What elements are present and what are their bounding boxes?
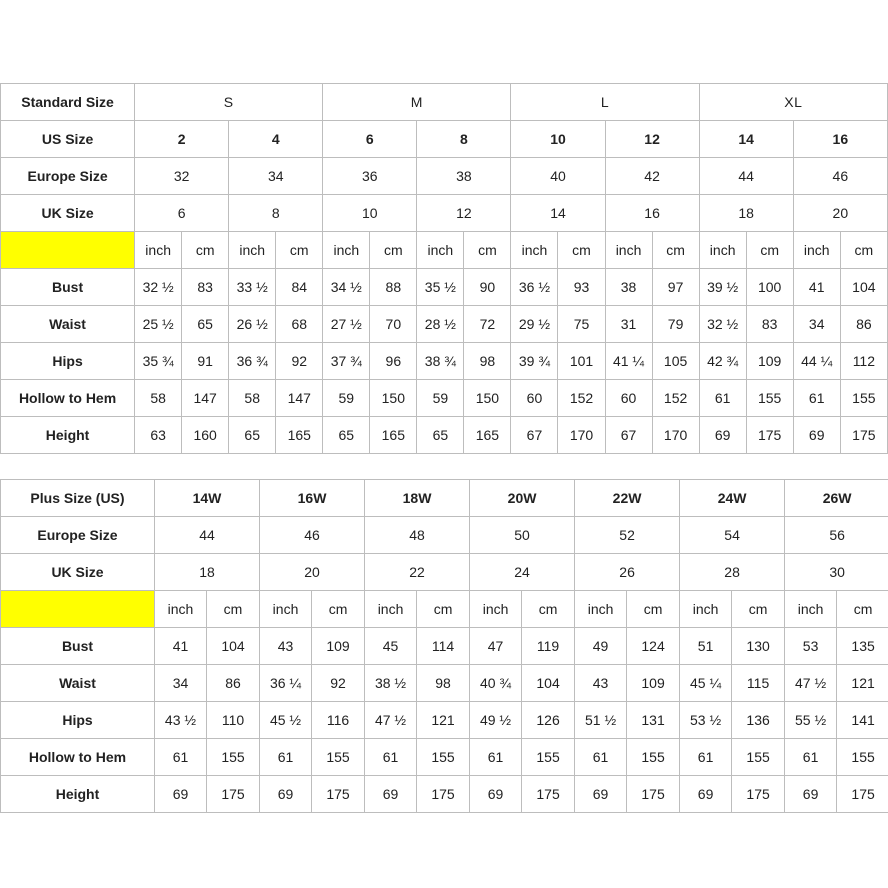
plus-size-table-container [0,479,888,813]
plus-row-label-hips: Hips [1,702,155,739]
row-label-hollow-to-hem: Hollow to Hem [1,380,135,417]
cell-plus-hips-12: 55 ½ [785,702,837,739]
cell-uk-size-7: 20 [793,195,887,232]
table-row-units [1,591,888,628]
plus-size-table [0,479,888,813]
cell-waist-15: 86 [840,306,887,343]
cell-us-size-3: 8 [417,121,511,158]
cell-us-size-5: 12 [605,121,699,158]
cell-plus-size-3: 20W [470,480,575,517]
cell-plus-waist-4: 38 ½ [365,665,417,702]
table-row [1,480,888,517]
plus-size-corner-label: Plus Size (US) [1,480,155,517]
row-label-height: Height [1,417,135,454]
table-row [1,776,888,813]
cell-waist-6: 28 ½ [417,306,464,343]
plus-unit-cell-12: inch [785,591,837,628]
cell-plus-bust-6: 47 [470,628,522,665]
cell-height-8: 67 [511,417,558,454]
cell-us-size-6: 14 [699,121,793,158]
row-label-uk-size: UK Size [1,195,135,232]
cell-plus-bust-4: 45 [365,628,417,665]
cell-plus-hollow-6: 61 [470,739,522,776]
cell-plus-hollow-11: 155 [732,739,785,776]
cell-europe-size-0: 32 [135,158,229,195]
plus-row-label-europe-size: Europe Size [1,517,155,554]
cell-hips-3: 92 [276,343,323,380]
plus-row-label-height: Height [1,776,155,813]
cell-hollow-13: 155 [746,380,793,417]
cell-us-size-2: 6 [323,121,417,158]
cell-plus-height-2: 69 [260,776,312,813]
cell-hips-13: 109 [746,343,793,380]
cell-plus-hollow-7: 155 [522,739,575,776]
cell-hips-15: 112 [840,343,887,380]
cell-plus-bust-8: 49 [575,628,627,665]
cell-hips-9: 101 [558,343,605,380]
plus-unit-cell-6: inch [470,591,522,628]
cell-height-2: 65 [229,417,276,454]
row-label-bust: Bust [1,269,135,306]
cell-plus-waist-7: 104 [522,665,575,702]
cell-plus-hollow-1: 155 [207,739,260,776]
cell-plus-height-1: 175 [207,776,260,813]
cell-uk-size-5: 16 [605,195,699,232]
table-row-units [1,232,888,269]
unit-cell-2: inch [229,232,276,269]
group-header-l: L [511,84,699,121]
cell-europe-size-5: 42 [605,158,699,195]
cell-plus-size-6: 26W [785,480,888,517]
cell-plus-height-12: 69 [785,776,837,813]
cell-plus-europe-2: 48 [365,517,470,554]
cell-height-14: 69 [793,417,840,454]
cell-hollow-7: 150 [464,380,511,417]
cell-hollow-10: 60 [605,380,652,417]
cell-plus-bust-7: 119 [522,628,575,665]
cell-europe-size-3: 38 [417,158,511,195]
cell-plus-bust-5: 114 [417,628,470,665]
row-label-us-size: US Size [1,121,135,158]
cell-plus-waist-13: 121 [837,665,888,702]
cell-plus-height-5: 175 [417,776,470,813]
plus-unit-cell-13: cm [837,591,888,628]
cell-hips-7: 98 [464,343,511,380]
cell-hollow-15: 155 [840,380,887,417]
cell-plus-height-3: 175 [312,776,365,813]
cell-plus-hips-1: 110 [207,702,260,739]
cell-us-size-7: 16 [793,121,887,158]
cell-plus-bust-1: 104 [207,628,260,665]
plus-unit-cell-0: inch [155,591,207,628]
cell-plus-uk-0: 18 [155,554,260,591]
cell-waist-10: 31 [605,306,652,343]
plus-unit-cell-1: cm [207,591,260,628]
cell-hips-2: 36 ¾ [229,343,276,380]
cell-uk-size-0: 6 [135,195,229,232]
cell-plus-hips-13: 141 [837,702,888,739]
cell-bust-10: 38 [605,269,652,306]
cell-plus-hips-8: 51 ½ [575,702,627,739]
cell-plus-bust-13: 135 [837,628,888,665]
cell-us-size-4: 10 [511,121,605,158]
cell-height-10: 67 [605,417,652,454]
cell-bust-7: 90 [464,269,511,306]
cell-plus-height-8: 69 [575,776,627,813]
cell-hollow-11: 152 [652,380,699,417]
cell-height-11: 170 [652,417,699,454]
cell-height-3: 165 [276,417,323,454]
standard-size-corner-label: Standard Size [1,84,135,121]
cell-waist-0: 25 ½ [135,306,182,343]
table-row [1,702,888,739]
cell-plus-hips-10: 53 ½ [680,702,732,739]
cell-plus-bust-0: 41 [155,628,207,665]
cell-plus-waist-3: 92 [312,665,365,702]
cell-waist-7: 72 [464,306,511,343]
cell-plus-hollow-3: 155 [312,739,365,776]
unit-cell-8: inch [511,232,558,269]
plus-row-label-hollow-to-hem: Hollow to Hem [1,739,155,776]
cell-europe-size-6: 44 [699,158,793,195]
cell-europe-size-7: 46 [793,158,887,195]
table-row [1,380,888,417]
cell-plus-height-4: 69 [365,776,417,813]
group-header-m: M [323,84,511,121]
cell-plus-europe-3: 50 [470,517,575,554]
cell-bust-5: 88 [370,269,417,306]
cell-height-15: 175 [840,417,887,454]
cell-plus-hips-7: 126 [522,702,575,739]
plus-unit-cell-8: inch [575,591,627,628]
row-label-hips: Hips [1,343,135,380]
plus-row-label-waist: Waist [1,665,155,702]
cell-us-size-1: 4 [229,121,323,158]
cell-plus-waist-10: 45 ¼ [680,665,732,702]
unit-cell-12: inch [699,232,746,269]
cell-plus-hollow-0: 61 [155,739,207,776]
cell-plus-bust-3: 109 [312,628,365,665]
table-row [1,517,888,554]
cell-height-6: 65 [417,417,464,454]
cell-hollow-5: 150 [370,380,417,417]
cell-plus-size-0: 14W [155,480,260,517]
plus-unit-cell-7: cm [522,591,575,628]
cell-plus-waist-9: 109 [627,665,680,702]
cell-waist-2: 26 ½ [229,306,276,343]
cell-waist-14: 34 [793,306,840,343]
table-row [1,121,888,158]
cell-plus-waist-8: 43 [575,665,627,702]
group-header-s: S [135,84,323,121]
cell-plus-hollow-5: 155 [417,739,470,776]
cell-plus-europe-4: 52 [575,517,680,554]
cell-height-1: 160 [182,417,229,454]
unit-cell-10: inch [605,232,652,269]
cell-bust-11: 97 [652,269,699,306]
cell-hollow-4: 59 [323,380,370,417]
unit-cell-6: inch [417,232,464,269]
cell-bust-9: 93 [558,269,605,306]
cell-plus-uk-1: 20 [260,554,365,591]
cell-hips-14: 44 ¼ [793,343,840,380]
cell-plus-size-2: 18W [365,480,470,517]
unit-cell-0: inch [135,232,182,269]
cell-europe-size-4: 40 [511,158,605,195]
plus-unit-cell-9: cm [627,591,680,628]
cell-plus-hips-0: 43 ½ [155,702,207,739]
cell-hollow-14: 61 [793,380,840,417]
cell-plus-size-5: 24W [680,480,785,517]
cell-plus-europe-5: 54 [680,517,785,554]
plus-row-label-uk-size: UK Size [1,554,155,591]
cell-plus-bust-10: 51 [680,628,732,665]
cell-plus-hollow-9: 155 [627,739,680,776]
table-row [1,306,888,343]
cell-waist-13: 83 [746,306,793,343]
unit-cell-4: inch [323,232,370,269]
cell-plus-hips-6: 49 ½ [470,702,522,739]
cell-plus-height-7: 175 [522,776,575,813]
cell-plus-waist-11: 115 [732,665,785,702]
cell-plus-hollow-4: 61 [365,739,417,776]
row-label-europe-size: Europe Size [1,158,135,195]
unit-cell-11: cm [652,232,699,269]
cell-hollow-9: 152 [558,380,605,417]
cell-uk-size-6: 18 [699,195,793,232]
cell-uk-size-3: 12 [417,195,511,232]
unit-cell-14: inch [793,232,840,269]
cell-hips-5: 96 [370,343,417,380]
plus-unit-cell-3: cm [312,591,365,628]
cell-plus-uk-4: 26 [575,554,680,591]
cell-plus-height-6: 69 [470,776,522,813]
cell-hollow-8: 60 [511,380,558,417]
cell-plus-height-9: 175 [627,776,680,813]
cell-plus-hollow-10: 61 [680,739,732,776]
cell-uk-size-4: 14 [511,195,605,232]
table-row [1,269,888,306]
cell-plus-europe-0: 44 [155,517,260,554]
cell-bust-3: 84 [276,269,323,306]
cell-height-5: 165 [370,417,417,454]
cell-plus-europe-6: 56 [785,517,888,554]
cell-plus-hips-9: 131 [627,702,680,739]
cell-plus-bust-11: 130 [732,628,785,665]
cell-hollow-1: 147 [182,380,229,417]
table-row [1,739,888,776]
cell-plus-hips-2: 45 ½ [260,702,312,739]
cell-hollow-6: 59 [417,380,464,417]
cell-plus-uk-3: 24 [470,554,575,591]
cell-plus-waist-2: 36 ¼ [260,665,312,702]
cell-waist-4: 27 ½ [323,306,370,343]
cell-waist-8: 29 ½ [511,306,558,343]
plus-row-label-units [1,591,155,628]
cell-height-7: 165 [464,417,511,454]
plus-unit-cell-4: inch [365,591,417,628]
table-row-group-header [1,84,888,121]
unit-cell-15: cm [840,232,887,269]
cell-hips-1: 91 [182,343,229,380]
cell-plus-hips-11: 136 [732,702,785,739]
cell-uk-size-1: 8 [229,195,323,232]
cell-plus-height-11: 175 [732,776,785,813]
cell-plus-waist-1: 86 [207,665,260,702]
cell-plus-hips-3: 116 [312,702,365,739]
cell-waist-5: 70 [370,306,417,343]
cell-hips-10: 41 ¼ [605,343,652,380]
unit-cell-9: cm [558,232,605,269]
group-header-xl: XL [699,84,887,121]
cell-hollow-2: 58 [229,380,276,417]
cell-hips-4: 37 ¾ [323,343,370,380]
cell-hollow-3: 147 [276,380,323,417]
cell-uk-size-2: 10 [323,195,417,232]
cell-plus-bust-9: 124 [627,628,680,665]
cell-plus-waist-5: 98 [417,665,470,702]
table-row [1,628,888,665]
cell-bust-6: 35 ½ [417,269,464,306]
unit-cell-13: cm [746,232,793,269]
cell-plus-europe-1: 46 [260,517,365,554]
cell-hips-11: 105 [652,343,699,380]
cell-plus-bust-2: 43 [260,628,312,665]
cell-plus-uk-5: 28 [680,554,785,591]
plus-unit-cell-5: cm [417,591,470,628]
cell-bust-12: 39 ½ [699,269,746,306]
cell-us-size-0: 2 [135,121,229,158]
cell-plus-uk-6: 30 [785,554,888,591]
standard-size-table [0,83,888,454]
cell-plus-height-0: 69 [155,776,207,813]
cell-bust-1: 83 [182,269,229,306]
unit-cell-5: cm [370,232,417,269]
plus-row-label-bust: Bust [1,628,155,665]
table-row [1,343,888,380]
table-row [1,195,888,232]
cell-hips-0: 35 ¾ [135,343,182,380]
cell-bust-15: 104 [840,269,887,306]
cell-bust-14: 41 [793,269,840,306]
cell-plus-size-4: 22W [575,480,680,517]
cell-bust-0: 32 ½ [135,269,182,306]
cell-waist-9: 75 [558,306,605,343]
cell-plus-size-1: 16W [260,480,365,517]
unit-cell-7: cm [464,232,511,269]
cell-waist-1: 65 [182,306,229,343]
cell-plus-hollow-12: 61 [785,739,837,776]
cell-bust-13: 100 [746,269,793,306]
unit-cell-1: cm [182,232,229,269]
plus-unit-cell-11: cm [732,591,785,628]
cell-plus-height-10: 69 [680,776,732,813]
cell-europe-size-1: 34 [229,158,323,195]
cell-hollow-0: 58 [135,380,182,417]
cell-waist-3: 68 [276,306,323,343]
cell-hips-8: 39 ¾ [511,343,558,380]
cell-plus-waist-12: 47 ½ [785,665,837,702]
table-row [1,665,888,702]
cell-height-9: 170 [558,417,605,454]
cell-waist-12: 32 ½ [699,306,746,343]
plus-unit-cell-10: inch [680,591,732,628]
cell-plus-waist-6: 40 ¾ [470,665,522,702]
cell-plus-hips-5: 121 [417,702,470,739]
table-row [1,554,888,591]
cell-plus-height-13: 175 [837,776,888,813]
cell-bust-4: 34 ½ [323,269,370,306]
cell-height-4: 65 [323,417,370,454]
standard-size-table-container [0,83,888,454]
row-label-waist: Waist [1,306,135,343]
cell-hips-12: 42 ¾ [699,343,746,380]
cell-waist-11: 79 [652,306,699,343]
cell-bust-2: 33 ½ [229,269,276,306]
cell-europe-size-2: 36 [323,158,417,195]
cell-plus-hollow-8: 61 [575,739,627,776]
cell-plus-hips-4: 47 ½ [365,702,417,739]
table-row [1,417,888,454]
table-row [1,158,888,195]
cell-plus-bust-12: 53 [785,628,837,665]
cell-height-13: 175 [746,417,793,454]
row-label-units [1,232,135,269]
plus-unit-cell-2: inch [260,591,312,628]
cell-plus-uk-2: 22 [365,554,470,591]
cell-plus-hollow-2: 61 [260,739,312,776]
cell-bust-8: 36 ½ [511,269,558,306]
cell-height-0: 63 [135,417,182,454]
cell-height-12: 69 [699,417,746,454]
cell-plus-waist-0: 34 [155,665,207,702]
cell-hips-6: 38 ¾ [417,343,464,380]
cell-plus-hollow-13: 155 [837,739,888,776]
unit-cell-3: cm [276,232,323,269]
cell-hollow-12: 61 [699,380,746,417]
